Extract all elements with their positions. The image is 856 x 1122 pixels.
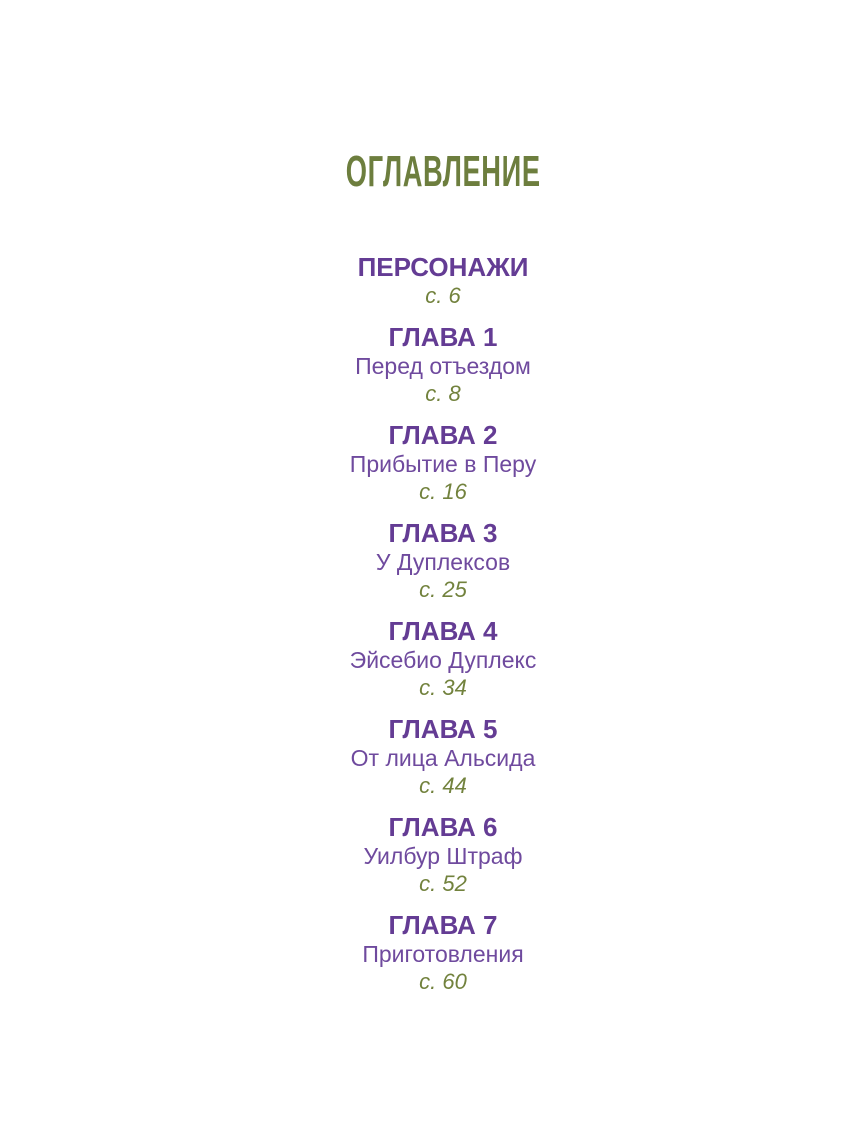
toc-entry — [350, 420, 536, 506]
toc-entry-heading: ГЛАВА 7 — [388, 910, 498, 940]
toc-page — [15, 0, 856, 1122]
toc-entry — [355, 322, 531, 408]
toc-entry-heading: ГЛАВА 6 — [388, 812, 498, 842]
toc-entry-page-number: с. 8 — [425, 381, 461, 406]
toc-entry-subtitle: Эйсебио Дуплекс — [349, 647, 537, 673]
toc-entry-subtitle: Прибытие в Перу — [349, 451, 537, 477]
toc-entry — [362, 910, 523, 996]
toc-entry — [351, 714, 536, 800]
toc-entry — [350, 616, 537, 702]
toc-entry-heading: ГЛАВА 2 — [388, 420, 498, 450]
toc-entries-list — [350, 252, 537, 1008]
toc-entry-subtitle: У Дуплексов — [375, 549, 511, 575]
toc-entry-heading: ГЛАВА 1 — [388, 322, 498, 352]
toc-entry-page-number: с. 34 — [419, 675, 467, 700]
toc-entry-heading: ГЛАВА 5 — [388, 714, 498, 744]
toc-entry-page-number: с. 60 — [419, 969, 467, 994]
toc-entry-page-number: с. 52 — [419, 871, 467, 896]
toc-entry-subtitle: От лица Альсида — [350, 745, 536, 771]
toc-entry-page-number: с. 6 — [425, 283, 461, 308]
toc-entry-heading: ГЛАВА 4 — [388, 616, 498, 646]
page-title: ОГЛАВЛЕНИЕ — [345, 147, 541, 196]
toc-entry-page-number: с. 25 — [419, 577, 467, 602]
toc-entry-heading: ПЕРСОНАЖИ — [357, 252, 529, 282]
toc-entry-page-number: с. 44 — [419, 773, 467, 798]
toc-entry-page-number: с. 16 — [419, 479, 467, 504]
toc-entry-subtitle: Приготовления — [362, 941, 524, 967]
toc-entry-subtitle: Уилбур Штраф — [363, 843, 523, 869]
toc-entry — [376, 518, 510, 604]
toc-entry-subtitle: Перед отъездом — [355, 353, 531, 379]
toc-entry — [363, 812, 522, 898]
toc-entry — [358, 252, 529, 310]
toc-entry-heading: ГЛАВА 3 — [388, 518, 498, 548]
